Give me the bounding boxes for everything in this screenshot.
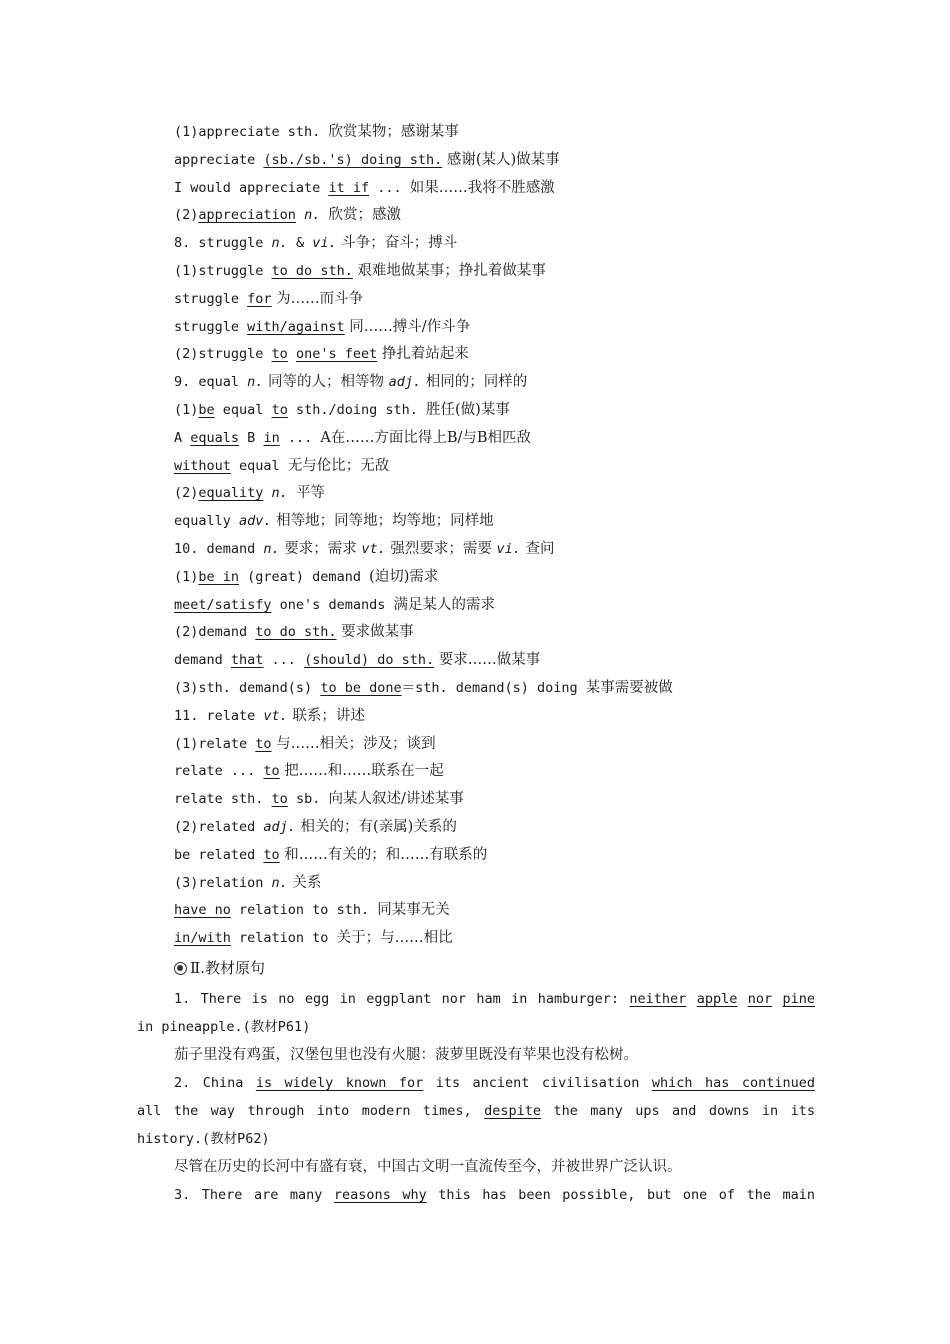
chinese-text: 同某事无关 (377, 902, 450, 919)
underlined-blank: to do sth. (255, 624, 337, 641)
chinese-text: 要求做某事 (336, 624, 414, 641)
english-text: ＝sth. demand(s) doing (401, 680, 586, 696)
chinese-text: 强烈要求；需要 (385, 541, 497, 557)
underlined-blank: to (263, 846, 280, 863)
chinese-text: 要求；需求 (279, 541, 362, 557)
vocab-line (174, 539, 834, 559)
vocab-line (174, 122, 834, 142)
underlined-blank: be in (198, 568, 240, 585)
english-text (737, 991, 747, 1007)
chinese-text: 要求……做某事 (434, 652, 541, 669)
chinese-text: 无与伦比；无敌 (287, 457, 390, 474)
chinese-text: 如果……我将不胜感激 (409, 179, 555, 196)
english-text (772, 991, 782, 1007)
vocab-line (174, 261, 834, 281)
english-text: (1)relate (174, 735, 256, 752)
underlined-blank: meet/satisfy (174, 596, 272, 613)
part-of-speech: n. (263, 485, 296, 502)
chinese-text: 联系；讲述 (287, 707, 365, 724)
sentence-line (137, 985, 815, 1013)
english-text: (2) (174, 207, 199, 224)
underlined-blank: one's feet (295, 346, 378, 363)
underlined-blank: that (230, 652, 264, 669)
chinese-text: 相同的；同样的 (421, 374, 528, 391)
underlined-blank: to (271, 402, 288, 418)
vocab-line (174, 317, 834, 337)
underlined-blank: to be done (320, 680, 402, 696)
chinese-text: 胜任(做)某事 (426, 402, 510, 418)
english-text: struggle (174, 290, 248, 307)
vocab-line (174, 650, 834, 670)
english-text: relation to sth. (230, 902, 378, 919)
vocab-line (174, 511, 834, 531)
vocab-line (174, 678, 834, 698)
vocab-line (174, 789, 834, 809)
english-text: 3. There are many (174, 1187, 334, 1203)
english-text: A (174, 429, 191, 446)
english-text: 10. demand (174, 541, 264, 557)
underlined-blank: in (263, 429, 280, 446)
vocab-line (174, 900, 834, 920)
underlined-blank: neither (629, 991, 687, 1007)
vocab-line (174, 205, 834, 225)
english-text: 11. relate (174, 707, 264, 724)
chinese-text: 相等地；同等地；均等地；同样地 (271, 513, 494, 530)
underlined-blank: pine (782, 991, 815, 1007)
english-text: (3)sth. demand(s) (174, 680, 321, 696)
underlined-blank: without (174, 457, 231, 474)
vocab-line (174, 622, 834, 642)
underlined-blank: it if (328, 179, 370, 196)
vocab-line (174, 595, 834, 615)
underlined-blank: despite (484, 1103, 542, 1119)
english-text: ) (261, 1131, 270, 1147)
part-of-speech: vt. (361, 541, 386, 557)
english-text: ... (279, 429, 321, 446)
chinese-text: 欣赏；感激 (328, 207, 401, 224)
chinese-text: 和……有关的；和……有联系的 (279, 846, 488, 863)
english-text: one's demands (271, 596, 394, 613)
english-text: sth./doing sth. (287, 402, 426, 418)
underlined-blank: to (271, 346, 288, 363)
sentence-line (137, 1069, 815, 1097)
underlined-blank: appreciation (198, 207, 296, 224)
chinese-text: (迫切)需求 (369, 568, 439, 585)
english-text: sb. (287, 791, 329, 808)
english-text: (2)struggle (174, 346, 272, 363)
chinese-text: 与……相关；涉及；谈到 (271, 735, 436, 752)
vocab-line (174, 734, 834, 754)
chinese-text: 某事需要被做 (585, 680, 673, 696)
english-text: this has been possible, but one of the main (426, 1187, 815, 1203)
underlined-blank: be (198, 402, 215, 418)
part-of-speech: n. (271, 874, 288, 891)
english-text: (great) demand (239, 568, 370, 585)
vocab-line (174, 372, 834, 392)
section-heading (174, 957, 265, 979)
english-text: relate ... (174, 763, 264, 780)
vocab-line (174, 428, 834, 448)
vocab-line (174, 845, 834, 865)
english-text: relate sth. (174, 791, 272, 808)
english-text: struggle (174, 318, 248, 335)
sentence-english (137, 1069, 815, 1153)
english-text: demand (174, 652, 231, 669)
english-text: (1)appreciate sth. (174, 124, 329, 140)
english-text (686, 991, 696, 1007)
chinese-text: 艰难地做某事；挣扎着做某事 (352, 263, 546, 279)
english-text: relation to (230, 930, 337, 947)
english-text: & (287, 235, 313, 252)
underlined-blank: is widely known for (255, 1075, 424, 1091)
english-text: the many ups and downs in its (541, 1103, 815, 1119)
vocab-line (174, 344, 834, 364)
underlined-blank: to (255, 735, 272, 752)
vocab-line (174, 817, 834, 837)
part-of-speech: n. (263, 541, 280, 557)
sentence-line (137, 1097, 815, 1125)
underlined-blank: reasons why (333, 1187, 427, 1203)
vocab-line (174, 761, 834, 781)
underlined-blank: with/against (247, 318, 345, 335)
english-text: equal (230, 457, 288, 474)
english-text: its ancient civilisation (423, 1075, 652, 1091)
underlined-blank: equals (190, 429, 240, 446)
part-of-speech: adj. (388, 374, 422, 391)
english-text: 2. China (174, 1075, 256, 1091)
vocab-line (174, 289, 834, 309)
chinese-text: 关于；与……相比 (336, 930, 453, 947)
part-of-speech: adv. (239, 513, 272, 530)
english-text: in pineapple.( (137, 1019, 251, 1035)
english-text: equally (174, 513, 240, 530)
english-text: 9. equal (174, 374, 248, 391)
section-title: Ⅱ.教材原句 (190, 959, 265, 977)
part-of-speech: vi. (312, 235, 337, 252)
sentence-line (137, 1125, 815, 1153)
part-of-speech: n. (247, 374, 264, 391)
underlined-blank: (should) do sth. (304, 652, 435, 669)
underlined-blank: have no (174, 902, 231, 919)
underlined-blank: to (271, 791, 288, 808)
chinese-text: 平等 (295, 485, 325, 502)
vocab-line (174, 567, 834, 587)
chinese-text: 查问 (520, 541, 555, 557)
underlined-blank: equality (198, 485, 264, 502)
vocab-line (174, 456, 834, 476)
chinese-text: 为……而斗争 (271, 290, 364, 307)
chinese-text: 感谢(某人)做某事 (442, 151, 560, 168)
english-text: (2)demand (174, 624, 256, 641)
chinese-text: 把……和……联系在一起 (279, 763, 444, 780)
part-of-speech: n. (271, 235, 288, 252)
chinese-text: 教材P62 (210, 1131, 262, 1147)
english-text: (1) (174, 402, 199, 418)
underlined-blank: to (263, 763, 280, 780)
part-of-speech: n. (295, 207, 329, 224)
sentence-line (137, 1181, 815, 1209)
underlined-blank: which has continued (651, 1075, 815, 1091)
vocab-line (174, 150, 834, 170)
part-of-speech: vi. (496, 541, 521, 557)
bullet-circle-icon (174, 962, 187, 975)
sentence-english (137, 985, 815, 1041)
english-text: 8. struggle (174, 235, 272, 252)
chinese-text: 相关的；有(亲属)关系的 (295, 819, 457, 835)
english-text: (1)struggle (174, 263, 272, 279)
sentence-english (137, 1181, 815, 1209)
english-text: equal (214, 402, 272, 418)
underlined-blank: (sb./sb.'s) doing sth. (263, 151, 443, 168)
english-text: (1) (174, 568, 199, 585)
chinese-text: 斗争；奋斗；搏斗 (336, 235, 458, 252)
chinese-text: 教材P61 (250, 1019, 303, 1035)
english-text: be related (174, 846, 264, 863)
english-text: I would appreciate (174, 179, 329, 196)
chinese-text: A在……方面比得上B/与B相匹敌 (320, 429, 532, 446)
chinese-text: 欣赏某物；感谢某事 (328, 124, 459, 140)
english-text: history.( (137, 1131, 211, 1147)
english-text: appreciate (174, 151, 264, 168)
vocab-line (174, 928, 834, 948)
vocab-line (174, 178, 834, 198)
vocab-line (174, 873, 834, 893)
chinese-text: 同等的人；相等物 (263, 374, 389, 391)
sentence-translation: 尽管在历史的长河中有盛有衰，中国古文明一直流传至今，并被世界广泛认识。 (174, 1159, 682, 1175)
sentence-line (137, 1013, 815, 1041)
chinese-text: 关系 (287, 874, 322, 891)
part-of-speech: adj. (263, 819, 296, 835)
english-text: B (239, 429, 264, 446)
english-text: all the way through into modern times, (137, 1103, 485, 1119)
vocab-line (174, 233, 834, 253)
vocab-line (174, 400, 834, 420)
english-text: (3)relation (174, 874, 272, 891)
chinese-text: 满足某人的需求 (393, 596, 495, 613)
english-text: ) (302, 1019, 311, 1035)
chinese-text: 挣扎着站起来 (377, 346, 469, 363)
underlined-blank: apple (696, 991, 738, 1007)
vocab-line (174, 706, 834, 726)
english-text: (2)related (174, 819, 264, 835)
underlined-blank: in/with (174, 930, 231, 947)
underlined-blank: for (247, 290, 272, 307)
chinese-text: 同……搏斗/作斗争 (344, 318, 471, 335)
part-of-speech: vt. (263, 707, 288, 724)
english-text: ... (369, 179, 410, 196)
english-text (288, 346, 296, 362)
underlined-blank: nor (747, 991, 773, 1007)
vocab-line (174, 483, 834, 503)
chinese-text: 向某人叙述/讲述某事 (328, 791, 464, 808)
english-text: ... (263, 652, 305, 669)
underlined-blank: to do sth. (271, 263, 353, 279)
sentence-translation: 茄子里没有鸡蛋，汉堡包里也没有火腿：菠萝里既没有苹果也没有松树。 (174, 1047, 638, 1063)
english-text: 1. There is no egg in eggplant nor ham in hamburger: (174, 991, 630, 1007)
english-text: (2) (174, 485, 199, 502)
